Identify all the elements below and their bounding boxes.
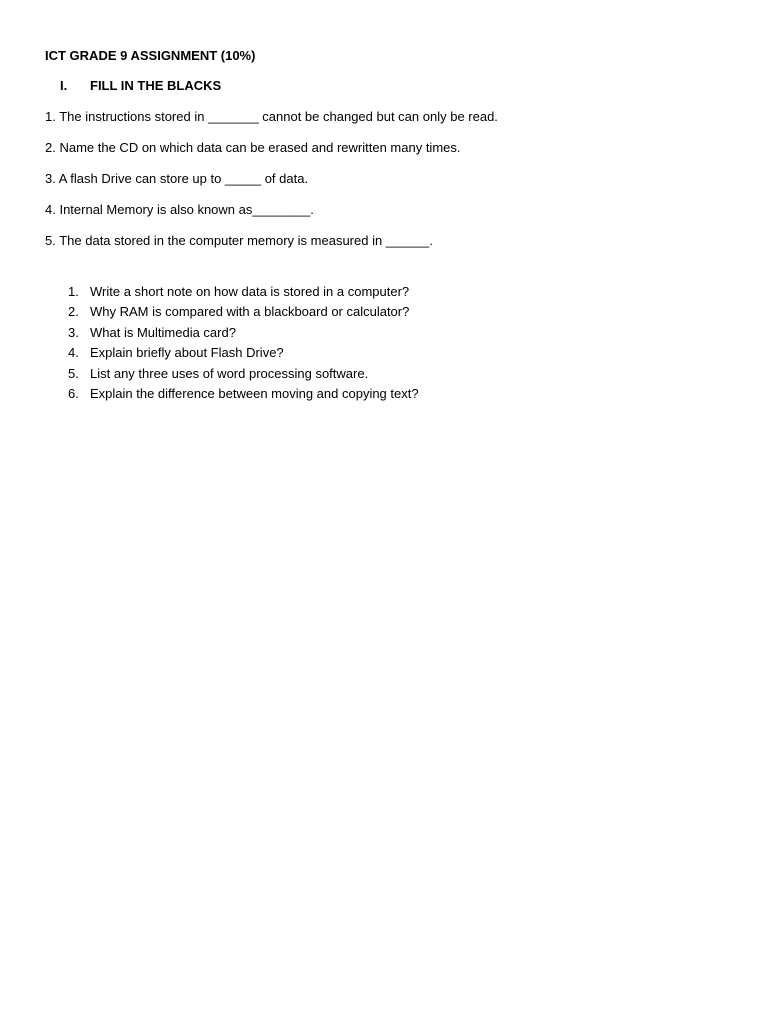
question-item xyxy=(68,304,419,319)
fill-in-list xyxy=(45,109,498,264)
section-heading xyxy=(60,78,221,93)
question-number: 4. xyxy=(68,345,79,361)
question-item xyxy=(68,345,419,360)
question-text: Explain briefly about Flash Drive? xyxy=(90,345,284,361)
question-number: 2. xyxy=(68,304,79,320)
question-number: 5. xyxy=(68,365,79,381)
question-number: 1. xyxy=(68,284,79,299)
question-item xyxy=(68,366,419,381)
question-number: 6. xyxy=(68,385,79,401)
question-item xyxy=(68,284,419,299)
question-text: What is Multimedia card? xyxy=(90,324,236,340)
question-text: List any three uses of word processing software. xyxy=(90,365,369,381)
question-text: Write a short note on how data is stored in a computer? xyxy=(90,284,410,299)
question-text: Why RAM is compared with a blackboard or calculator? xyxy=(90,304,410,320)
question-item xyxy=(68,325,419,340)
fill-in-item: 4. Internal Memory is also known as________. xyxy=(45,202,314,217)
question-item xyxy=(68,386,419,401)
question-list xyxy=(68,284,419,406)
fill-in-item: 3. A flash Drive can store up to _____ of data. xyxy=(45,171,309,186)
fill-in-item: 2. Name the CD on which data can be erased and rewritten many times. xyxy=(45,140,461,155)
section-title: FILL IN THE BLACKS xyxy=(90,78,222,93)
question-text: Explain the difference between moving and copying text? xyxy=(90,385,419,401)
fill-in-item: 1. The instructions stored in _______ cannot be changed but can only be read. xyxy=(45,109,498,124)
section-number: I. xyxy=(60,78,68,93)
page-title: ICT GRADE 9 ASSIGNMENT (10%) xyxy=(45,48,256,63)
fill-in-item: 5. The data stored in the computer memory is measured in ______. xyxy=(45,233,433,248)
question-number: 3. xyxy=(68,324,79,340)
